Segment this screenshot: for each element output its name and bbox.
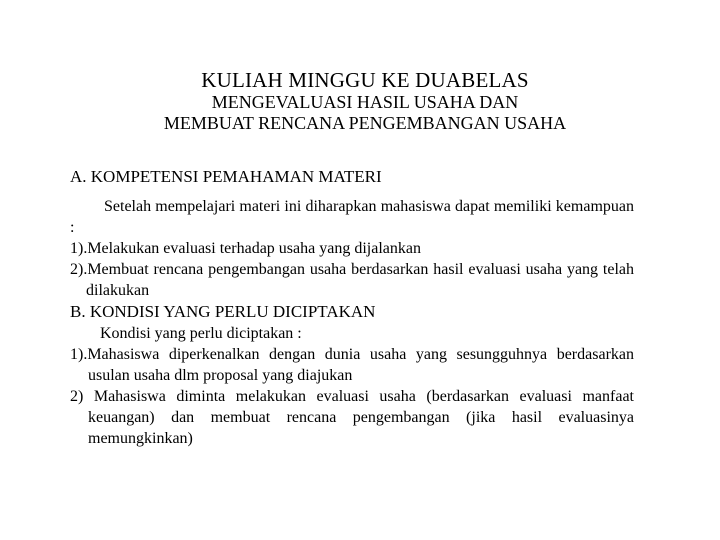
section-a-intro: Setelah mempelajari materi ini diharapkan mahasiswa dapat memiliki kemampuan : bbox=[70, 198, 634, 236]
section-a-item-2: 2).Membuat rencana pengembangan usaha berdasarkan hasil evaluasi usaha yang telah dilakukan bbox=[70, 261, 634, 299]
section-b-intro: Kondisi yang perlu diciptakan : bbox=[100, 325, 302, 342]
section-b-item-2: 2) Mahasiswa diminta melakukan evaluasi usaha (berdasarkan evaluasi manfaat keuangan) dan membuat rencana pengembangan (jika hasil evaluasinya memungkinkan) bbox=[70, 388, 634, 447]
section-b-heading: B. KONDISI YANG PERLU DICIPTAKAN bbox=[70, 302, 376, 321]
document-subtitle-line-1: MENGEVALUASI HASIL USAHA DAN bbox=[211, 92, 519, 112]
section-a-item-1: 1).Melakukan evaluasi terhadap usaha yang dijalankan bbox=[70, 240, 421, 257]
document-body bbox=[70, 166, 634, 449]
document-subtitle-line-2: MEMBUAT RENCANA PENGEMBANGAN USAHA bbox=[163, 113, 567, 133]
document-title: KULIAH MINGGU KE DUABELAS bbox=[201, 68, 529, 92]
section-b-item-1: 1).Mahasiswa diperkenalkan dengan dunia usaha yang sesungguhnya berdasarkan usulan usaha dlm proposal yang diajukan bbox=[70, 346, 634, 384]
document-headings bbox=[0, 68, 720, 134]
section-a-heading: A. KOMPETENSI PEMAHAMAN MATERI bbox=[70, 167, 382, 186]
